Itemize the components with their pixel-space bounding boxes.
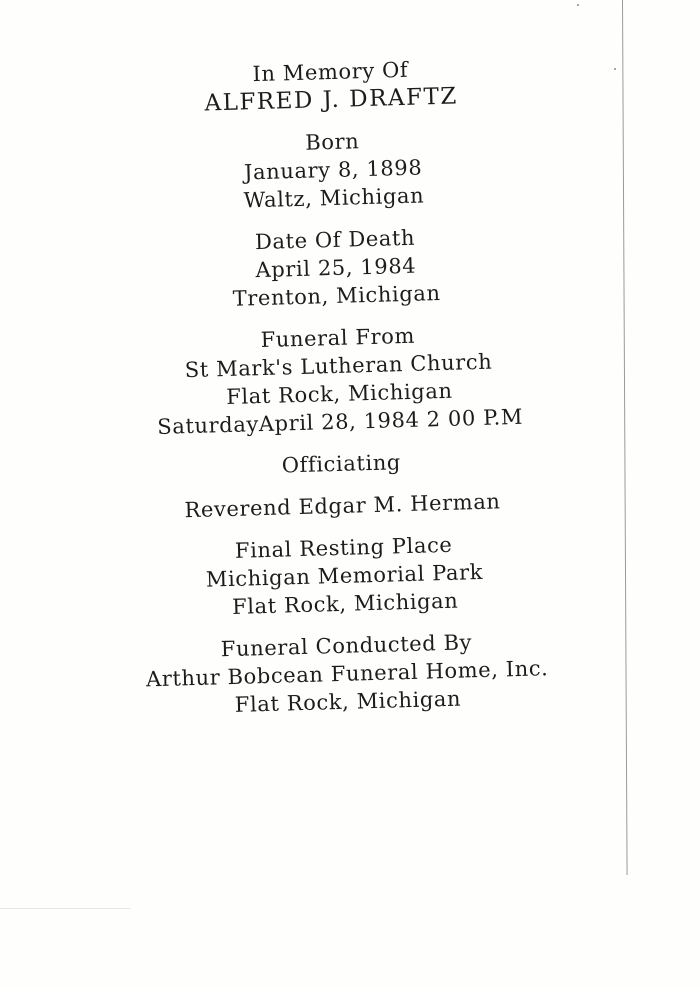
deceased-name: ALFRED J. DRAFTZ [204,83,459,117]
funeral-group [103,317,576,442]
officiating-group [106,443,578,526]
funeral-home-place: Flat Rock, Michigan [234,686,462,717]
resting-group [108,527,580,624]
officiating-heading: Officiating [281,450,402,478]
conducted-group [111,625,583,722]
funeral-datetime: SaturdayApril 28, 1984 2 00 P.M [157,404,524,439]
born-group [97,121,569,218]
resting-heading: Final Resting Place [234,532,453,563]
funeral-church: St Mark's Lutheran Church [184,349,493,383]
scan-speck [614,68,616,70]
death-heading: Date Of Death [254,225,416,255]
born-place: Waltz, Michigan [243,183,425,213]
funeral-home: Arthur Bobcean Funeral Home, Inc. [145,656,549,692]
scan-speck [577,4,579,6]
memorial-card-text [95,51,584,736]
name-group [95,51,566,120]
born-date: January 8, 1898 [243,155,423,185]
funeral-heading: Funeral From [260,323,416,353]
card-bottom-edge [0,908,130,909]
card-right-edge [622,0,628,875]
funeral-place: Flat Rock, Michigan [225,378,453,410]
resting-place: Flat Rock, Michigan [231,588,459,619]
memory-header: In Memory Of [252,57,409,87]
death-place: Trenton, Michigan [232,281,441,311]
death-date: April 25, 1984 [255,253,417,283]
conducted-heading: Funeral Conducted By [220,630,473,662]
death-group [100,219,572,316]
officiant-name: Reverend Edgar M. Herman [184,489,501,523]
resting-cemetery: Michigan Memorial Park [205,559,484,592]
born-heading: Born [304,129,360,155]
